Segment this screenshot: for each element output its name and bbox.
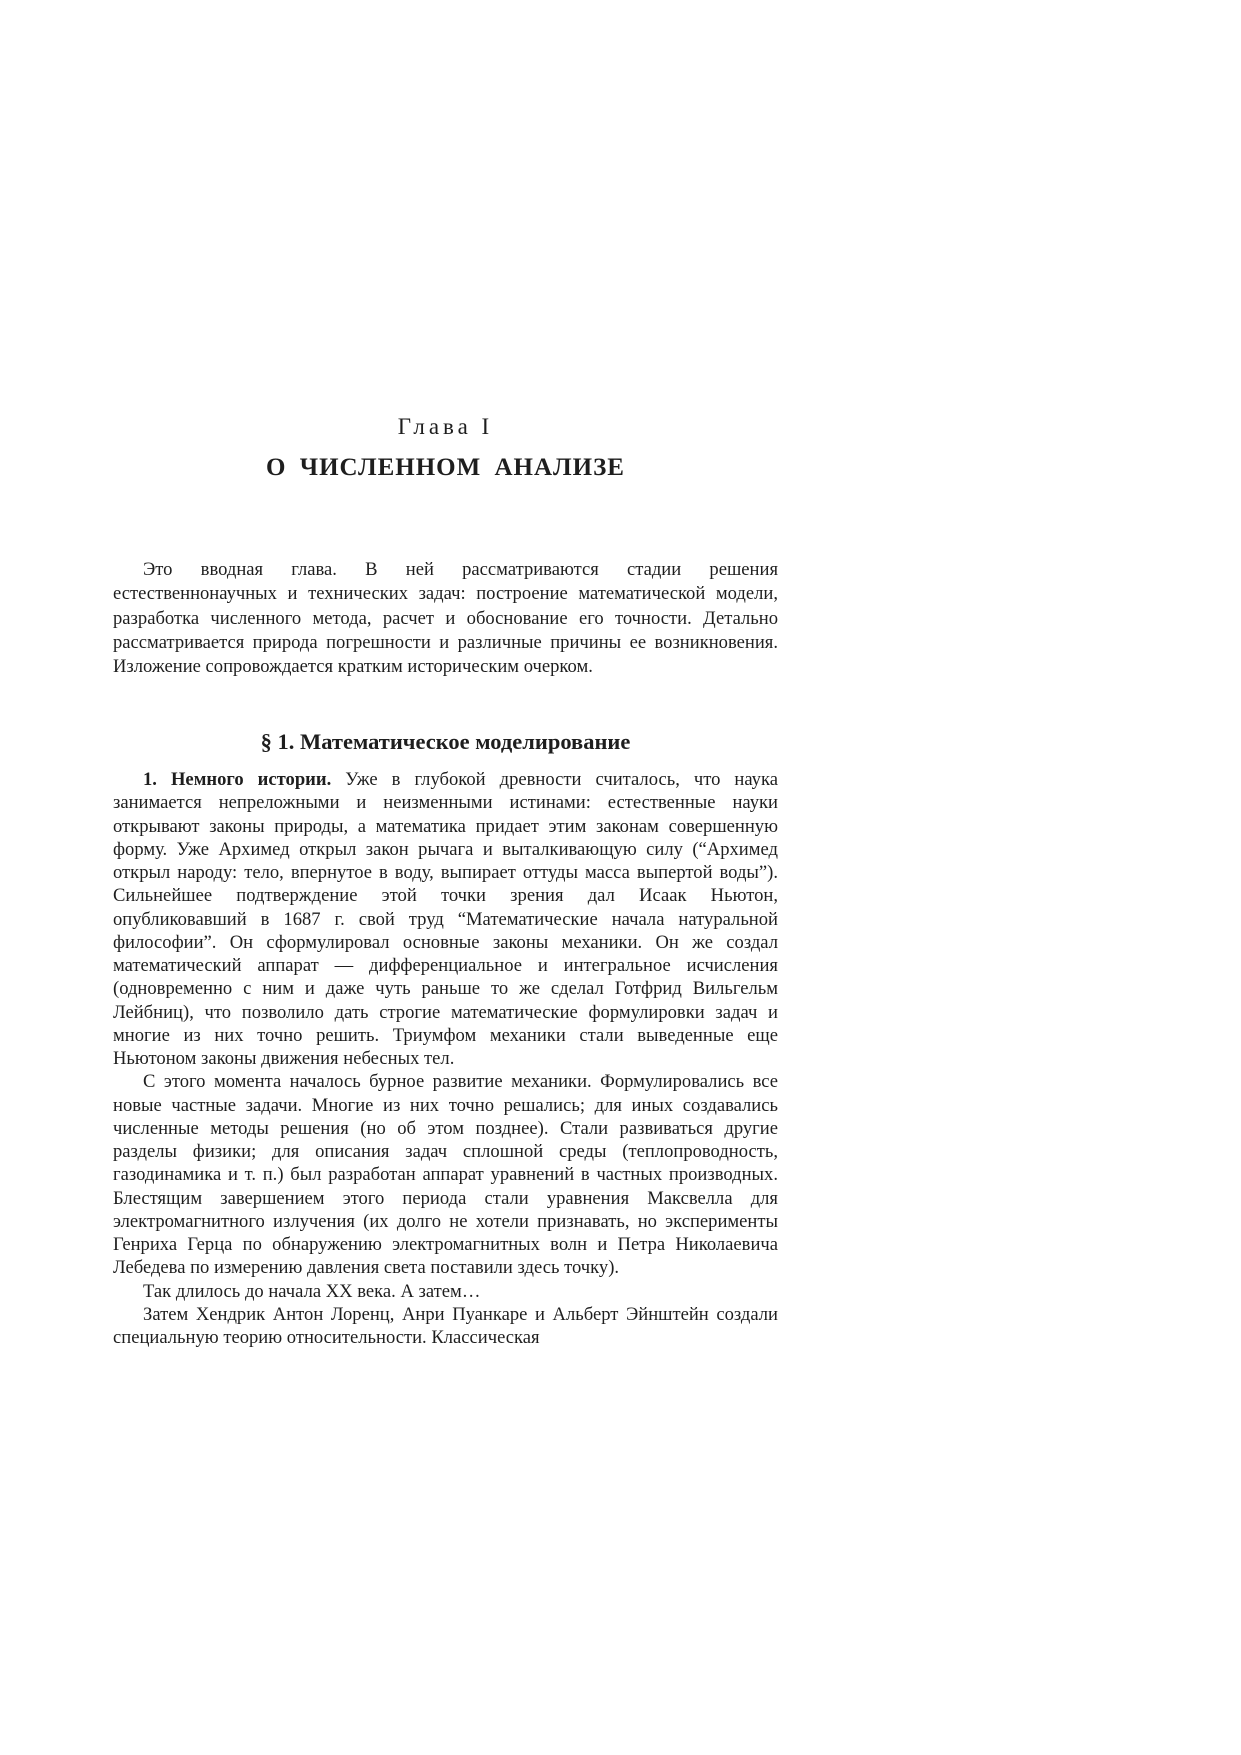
paragraph-text: Уже в глубокой древности считалось, что наука занимается непреложными и неизменными истинами: естественные науки открывают законы природы, а математика придает этим законам совершенную форму. Уже Архимед открыл закон рычага и выталкивающую силу (“Архимед открыл народу: тело, впернутое в воду, выпирает оттуды масса выпертой воды”). Сильнейшее подтверждение этой точки зрения дал Исаак Ньютон, опубликовавший в 1687 г. свой труд “Математические начала натуральной философии”. Он сформулировал основные законы механики. Он же создал математический аппарат — дифференциальное и интегральное исчисления (одновременно с ним и даже чуть раньше то же сделал Готфрид Вильгельм Лейбниц), что позволило дать строгие математические формулировки задач и многие из них точно решить. Триумфом механики стали выведенные еще Ньютоном законы движения небесных тел.: [113, 769, 778, 1069]
paragraph-history: [113, 768, 778, 1070]
paragraph-relativity: Затем Хендрик Антон Лоренц, Анри Пуанкаре и Альберт Эйнштейн создали специальную теорию относительности. Классическая: [113, 1303, 778, 1348]
chapter-label: Глава I: [397, 414, 494, 439]
chapter-title: О ЧИСЛЕННОМ АНАЛИЗЕ: [266, 454, 625, 481]
paragraph-mechanics: С этого момента началось бурное развитие механики. Формулировались все новые частные задачи. Многие из них точно решались; для иных создавались численные методы решения (но об этом позднее). Стали развиваться другие разделы физики; для описания задач сплошной среды (теплопроводность, газодинамика и т. п.) был разработан аппарат уравнений в частных производных. Блестящим завершением этого периода стали уравнения Максвелла для электромагнитного излучения (их долго не хотели признавать, но эксперименты Генриха Герца по обнаружению электромагнитных волн и Петра Николаевича Лебедева по измерению давления света поставили здесь точку).: [113, 1071, 778, 1279]
paragraph-transition: Так длилось до начала XX века. А затем…: [143, 1280, 481, 1302]
section-body: [113, 768, 778, 1349]
section-title: § 1. Математическое моделирование: [260, 729, 631, 754]
chapter-intro: Это вводная глава. В ней рассматриваются стадии решения естественнонаучных и технических задач: построение математической модели, разработка численного метода, расчет и обоснование его точности. Детально рассматривается природа погрешности и различные причины ее возникновения. Изложение сопровождается кратким историческим очерком.: [113, 559, 778, 678]
subsection-heading: 1. Немного истории.: [143, 769, 332, 790]
